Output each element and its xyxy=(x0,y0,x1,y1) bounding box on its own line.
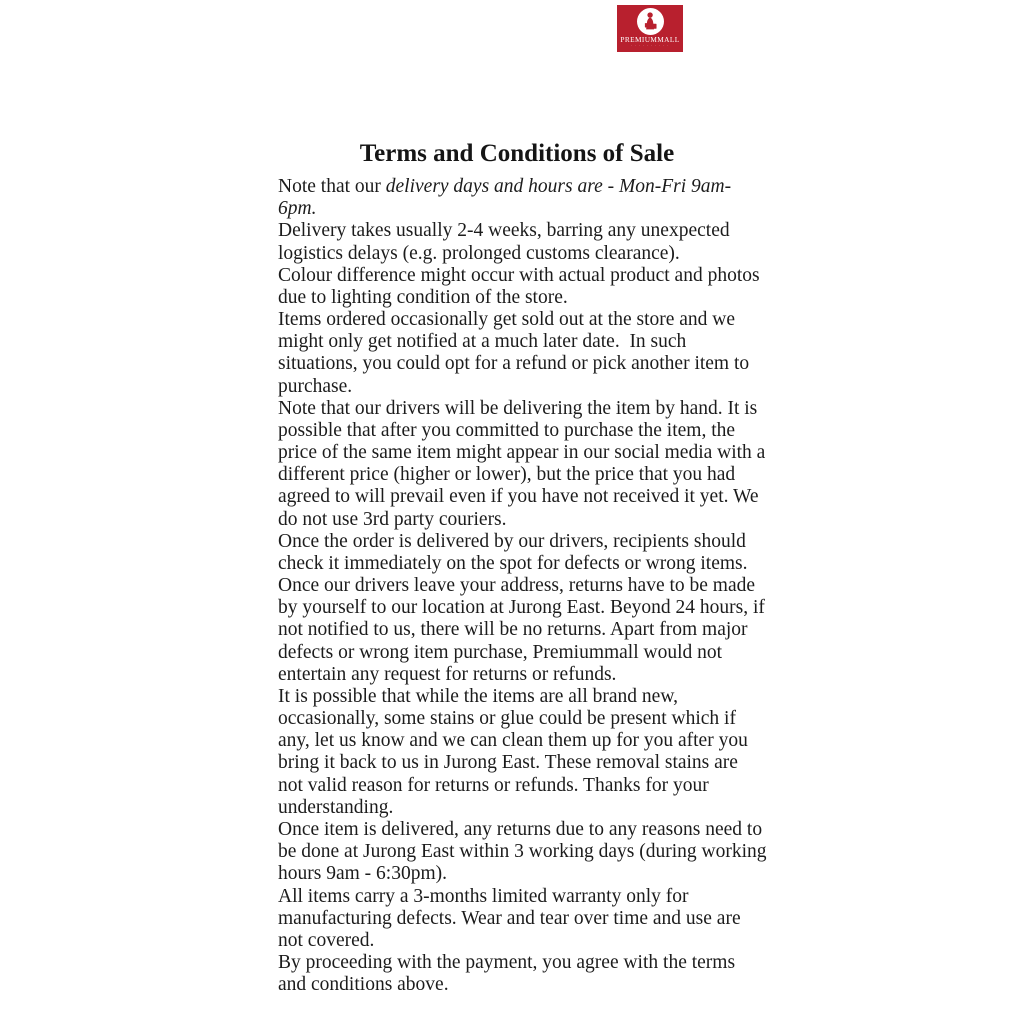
text-line: Colour difference might occur with actual product and photos xyxy=(278,264,760,286)
woman-shopper-icon xyxy=(637,8,664,35)
terms-paragraph xyxy=(278,176,778,220)
text-line: due to lighting condition of the store. xyxy=(278,286,568,308)
text-line: price of the same item might appear in our social media with a xyxy=(278,442,766,464)
text-line: do not use 3rd party couriers. xyxy=(278,508,507,530)
text-line: any, let us know and we can clean them up for you after you xyxy=(278,730,748,752)
terms-paragraph xyxy=(278,952,778,996)
text-line: manufacturing defects. Wear and tear over time and use are xyxy=(278,907,741,929)
terms-paragraph xyxy=(278,309,778,398)
terms-paragraph xyxy=(278,686,778,819)
text-line: not covered. xyxy=(278,929,375,951)
terms-paragraph xyxy=(278,398,778,531)
text-line: purchase. xyxy=(278,375,353,397)
text-line: Once the order is delivered by our drivers, recipients should xyxy=(278,530,746,552)
text-line: Once item is delivered, any returns due to any reasons need to xyxy=(278,818,763,840)
text-line: Note that our delivery days and hours are - Mon-Fri 9am- xyxy=(278,176,732,197)
terms-document xyxy=(278,176,778,996)
text-line: occasionally, some stains or glue could be present which if xyxy=(278,708,736,730)
text-line: agreed to will prevail even if you have not received it yet. We xyxy=(278,486,759,508)
text-line: All items carry a 3-months limited warranty only for xyxy=(278,885,689,907)
text-line: not valid reason for returns or refunds. Thanks for your xyxy=(278,774,709,796)
text-line: possible that after you committed to purchase the item, the xyxy=(278,419,736,441)
text-line: Note that our drivers will be delivering the item by hand. It is xyxy=(278,397,758,419)
text-line: check it immediately on the spot for defects or wrong items. xyxy=(278,552,748,574)
terms-paragraph xyxy=(278,575,778,686)
terms-paragraph xyxy=(278,265,778,309)
page-title: Terms and Conditions of Sale xyxy=(359,139,675,167)
text-line: understanding. xyxy=(278,796,394,818)
text-line: and conditions above. xyxy=(278,974,449,996)
text-line: defects or wrong item purchase, Premiummall would not xyxy=(278,641,723,663)
text-line: entertain any request for returns or refunds. xyxy=(278,663,617,685)
text-line: Items ordered occasionally get sold out at the store and we xyxy=(278,309,736,331)
text-line: situations, you could opt for a refund or pick another item to xyxy=(278,353,750,375)
text-line: not notified to us, there will be no returns. Apart from major xyxy=(278,619,748,641)
text-line: Delivery takes usually 2-4 weeks, barring any unexpected xyxy=(278,220,730,242)
terms-paragraph xyxy=(278,531,778,575)
logo-brand-text: PREMIUMMALL xyxy=(620,35,680,44)
text-line: hours 9am - 6:30pm). xyxy=(278,863,447,885)
terms-paragraph xyxy=(278,819,778,886)
text-line: logistics delays (e.g. prolonged customs clearance). xyxy=(278,242,680,264)
text-line: bring it back to us in Jurong East. These removal stains are xyxy=(278,752,738,774)
text-line: Once our drivers leave your address, returns have to be made xyxy=(278,575,756,597)
logo-tagline: · · · · · · · · · · xyxy=(630,44,670,48)
text-line: It is possible that while the items are all brand new, xyxy=(278,685,679,707)
text-line: 6pm. xyxy=(278,198,317,220)
text-line: By proceeding with the payment, you agree with the terms xyxy=(278,952,736,974)
terms-paragraph xyxy=(278,886,778,953)
terms-paragraph xyxy=(278,220,778,264)
premiummall-logo xyxy=(617,5,683,52)
text-line: different price (higher or lower), but the price that you had xyxy=(278,464,736,486)
text-line: be done at Jurong East within 3 working days (during working xyxy=(278,841,767,863)
text-line: by yourself to our location at Jurong East. Beyond 24 hours, if xyxy=(278,597,765,619)
text-line: might only get notified at a much later date. In such xyxy=(278,331,687,353)
